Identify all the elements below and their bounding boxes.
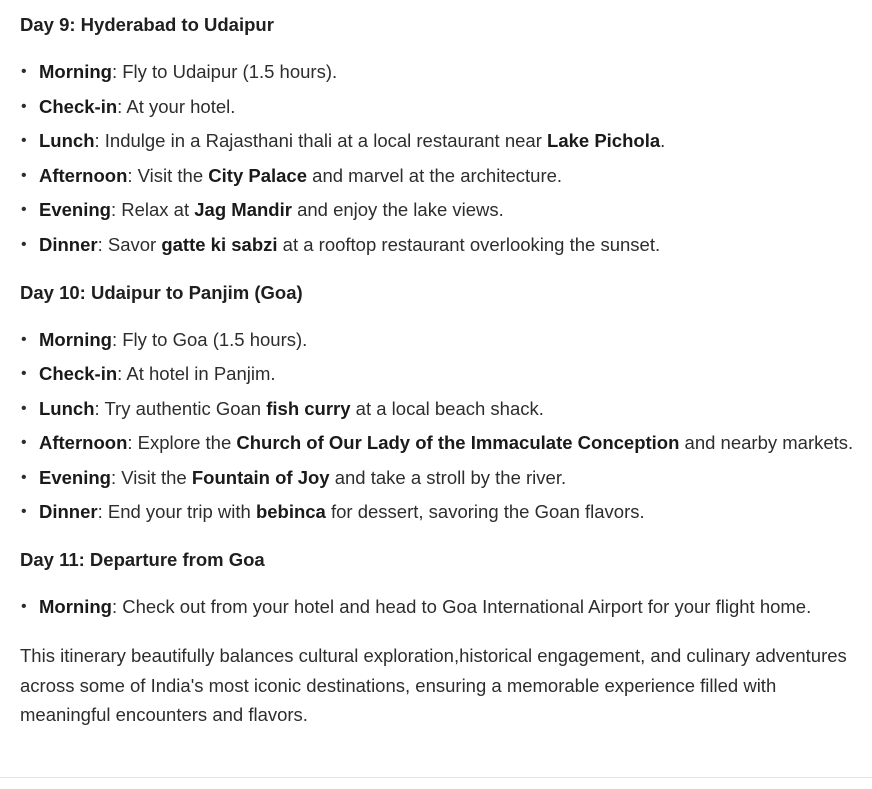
bold-text: Church of Our Lady of the Immaculate Conception [236,432,680,453]
day-heading: Day 9: Hyderabad to Udaipur [20,14,274,35]
bullet-icon: • [21,201,27,218]
item-text: for dessert, savoring the Goan flavors. [325,501,645,522]
item-text: : Savor [97,233,162,255]
item-text: : End your trip with [97,501,256,522]
bullet-icon: • [21,468,27,486]
bullet-icon: • [21,166,27,184]
item-text: : Check out from your hotel and head to Goa International Airport for your flight home. [111,596,812,617]
item-text: and enjoy the lake views. [291,199,504,220]
bold-text: Afternoon [39,432,128,453]
bold-text: Dinner [39,501,98,522]
day-activity-list [20,592,866,621]
item-text: : Fly to Goa (1.5 hours). [111,328,308,350]
list-item [20,428,866,457]
day-heading: Day 11: Departure from Goa [20,549,265,570]
bold-text: Morning [39,61,112,82]
bullet-icon: • [21,330,27,348]
bullet-icon: • [21,63,27,80]
bold-text: Afternoon [39,164,128,186]
bold-text: City Palace [208,164,308,186]
bullet-icon: • [21,132,27,149]
list-item [20,195,866,224]
list-item [20,92,866,121]
list-item [20,57,866,86]
bold-text: Check-in [39,363,118,384]
bold-text: Fountain of Joy [191,466,330,488]
item-text: : Visit the [127,164,209,186]
bottom-divider [0,777,872,778]
bold-text: bebinca [255,501,326,522]
bullet-icon: • [21,399,27,417]
bold-text: fish curry [266,397,351,419]
item-text: : Relax at [110,199,195,220]
bold-text: Morning [39,328,112,350]
item-text: : Visit the [110,466,192,488]
item-text: and marvel at the architecture. [307,164,563,186]
summary-paragraph: This itinerary beautifully balances cultural exploration,historical engagement, and culinary adventures across some of India's most iconic destinations, ensuring a memorable experience filled with meaningful encounters and flavors. [20,645,847,725]
item-text: . [660,130,666,151]
item-text: at a rooftop restaurant overlooking the sunset. [277,233,661,255]
item-text: : At your hotel. [117,95,236,117]
list-item [20,230,866,259]
bold-text: gatte ki sabzi [161,233,278,255]
bold-text: Evening [39,466,111,488]
item-text: and take a stroll by the river. [329,466,567,488]
days-container [20,11,866,621]
list-item [20,592,866,621]
itinerary-content [20,11,866,730]
list-item [20,394,866,423]
bullet-icon: • [21,503,27,520]
bold-text: Dinner [39,233,98,255]
item-text: : Indulge in a Rajasthani thali at a local restaurant near [94,130,548,151]
bold-text: Check-in [39,95,118,117]
bullet-icon: • [21,434,27,451]
list-item [20,497,866,526]
bold-text: Lake Pichola [547,130,661,151]
item-text: : Try authentic Goan [94,397,267,419]
bold-text: Lunch [39,130,95,151]
item-text: at a local beach shack. [350,397,544,419]
bold-text: Evening [39,199,111,220]
item-text: : Fly to Udaipur (1.5 hours). [111,61,338,82]
bold-text: Morning [39,596,112,617]
list-item [20,463,866,492]
bullet-icon: • [21,598,27,615]
bullet-icon: • [21,235,27,253]
item-text: and nearby markets. [679,432,854,453]
list-item [20,161,866,190]
item-text: : At hotel in Panjim. [117,363,276,384]
item-text: : Explore the [127,432,237,453]
bullet-icon: • [21,365,27,382]
bold-text: Jag Mandir [194,199,292,220]
day-heading: Day 10: Udaipur to Panjim (Goa) [20,281,303,303]
list-item [20,126,866,155]
day-activity-list [20,325,866,527]
bullet-icon: • [21,97,27,115]
list-item [20,325,866,354]
list-item [20,359,866,388]
bold-text: Lunch [39,397,95,419]
day-activity-list [20,57,866,259]
